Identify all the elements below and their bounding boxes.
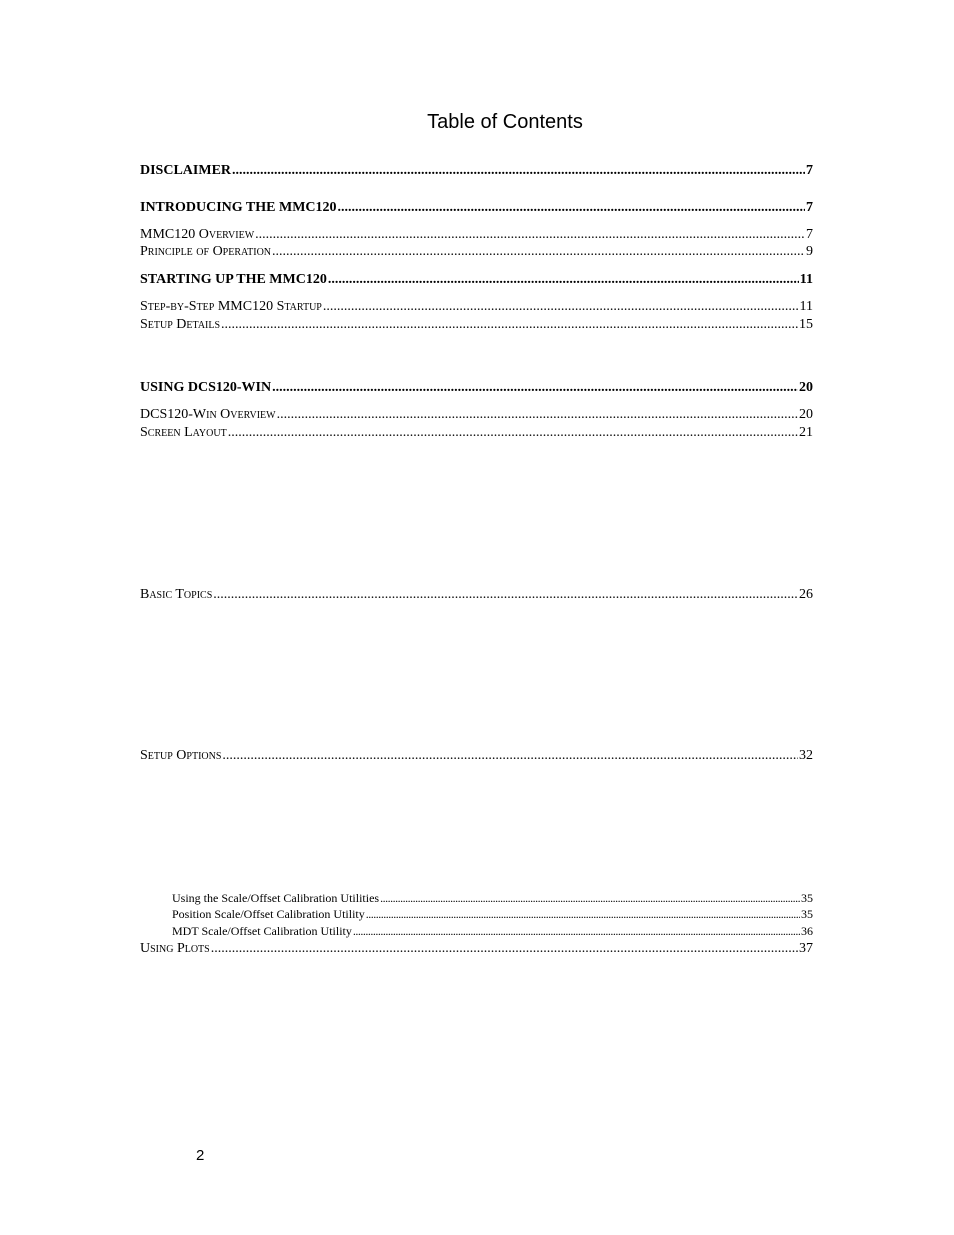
dot-leader xyxy=(228,426,798,440)
toc-entry-principle-of-operation[interactable] xyxy=(140,245,813,259)
toc-entry-position-calibration-utility[interactable] xyxy=(172,908,813,920)
toc-entry-page: 15 xyxy=(799,317,813,332)
toc-entry-page: 37 xyxy=(799,941,813,956)
toc-entry-label: Principle of Operation xyxy=(140,244,272,259)
dot-leader xyxy=(353,925,800,937)
toc-entry-page: 9 xyxy=(806,244,813,259)
toc-entry-page: 32 xyxy=(799,748,813,763)
dot-leader xyxy=(211,942,798,956)
toc-entry-introducing[interactable] xyxy=(140,201,813,215)
toc-entry-label: Step-by-Step MMC120 Startup xyxy=(140,299,322,314)
dot-leader xyxy=(338,201,805,215)
toc-entry-label: Using the Scale/Offset Calibration Utilities xyxy=(172,891,380,905)
toc-entry-screen-layout[interactable] xyxy=(140,426,813,440)
toc-entry-setup-options[interactable] xyxy=(140,749,813,763)
dot-leader xyxy=(221,318,798,332)
toc-entry-page: 36 xyxy=(801,924,813,938)
toc-entry-label: Setup Options xyxy=(140,748,222,763)
toc-entry-page: 35 xyxy=(801,891,813,905)
dot-leader xyxy=(213,588,798,602)
toc-entry-label: Basic Topics xyxy=(140,587,213,602)
toc-entry-page: 26 xyxy=(799,587,813,602)
toc-entry-label: Setup Details xyxy=(140,317,221,332)
dot-leader xyxy=(255,228,805,242)
dot-leader xyxy=(272,381,798,395)
toc-entry-label: USING DCS120-WIN xyxy=(140,380,272,395)
toc-entry-page: 7 xyxy=(806,200,813,215)
dot-leader xyxy=(232,164,805,178)
toc-entry-page: 11 xyxy=(799,272,813,287)
dot-leader xyxy=(366,908,800,920)
toc-entry-dcs120-win-overview[interactable] xyxy=(140,408,813,422)
toc-entry-mdt-calibration-utility[interactable] xyxy=(172,925,813,937)
toc-entry-label: Position Scale/Offset Calibration Utility xyxy=(172,907,365,921)
toc-entry-page: 35 xyxy=(801,907,813,921)
page-number: 2 xyxy=(196,1147,205,1164)
toc-entry-label: INTRODUCING THE MMC120 xyxy=(140,200,337,215)
toc-title: Table of Contents xyxy=(427,111,583,133)
dot-leader xyxy=(323,300,799,314)
toc-entry-mmc120-overview[interactable] xyxy=(140,228,813,242)
toc-entry-using-calibration-utilities[interactable] xyxy=(172,892,813,904)
dot-leader xyxy=(272,245,805,259)
toc-entry-label: DCS120-Win Overview xyxy=(140,407,276,422)
toc-entry-page: 7 xyxy=(806,227,813,242)
dot-leader xyxy=(222,749,798,763)
dot-leader xyxy=(328,273,799,287)
toc-entry-using-dcs120-win[interactable] xyxy=(140,381,813,395)
toc-entry-label: Screen Layout xyxy=(140,425,227,440)
dot-leader xyxy=(380,892,800,904)
toc-entry-setup-details[interactable] xyxy=(140,318,813,332)
toc-entry-step-by-step-startup[interactable] xyxy=(140,300,813,314)
toc-entry-page: 20 xyxy=(799,380,813,395)
toc-entry-label: Using Plots xyxy=(140,941,210,956)
toc-entry-page: 11 xyxy=(799,299,813,314)
toc-entry-starting-up[interactable] xyxy=(140,273,813,287)
toc-entry-page: 20 xyxy=(799,407,813,422)
toc-entry-label: DISCLAIMER xyxy=(140,163,232,178)
toc-entry-basic-topics[interactable] xyxy=(140,588,813,602)
toc-entry-label: STARTING UP THE MMC120 xyxy=(140,272,327,287)
toc-entry-label: MDT Scale/Offset Calibration Utility xyxy=(172,924,352,938)
toc-entry-disclaimer[interactable] xyxy=(140,164,813,178)
dot-leader xyxy=(277,408,798,422)
toc-entry-page: 21 xyxy=(799,425,813,440)
toc-entry-page: 7 xyxy=(806,163,813,178)
toc-entry-using-plots[interactable] xyxy=(140,942,813,956)
toc-entry-label: MMC120 Overview xyxy=(140,227,255,242)
